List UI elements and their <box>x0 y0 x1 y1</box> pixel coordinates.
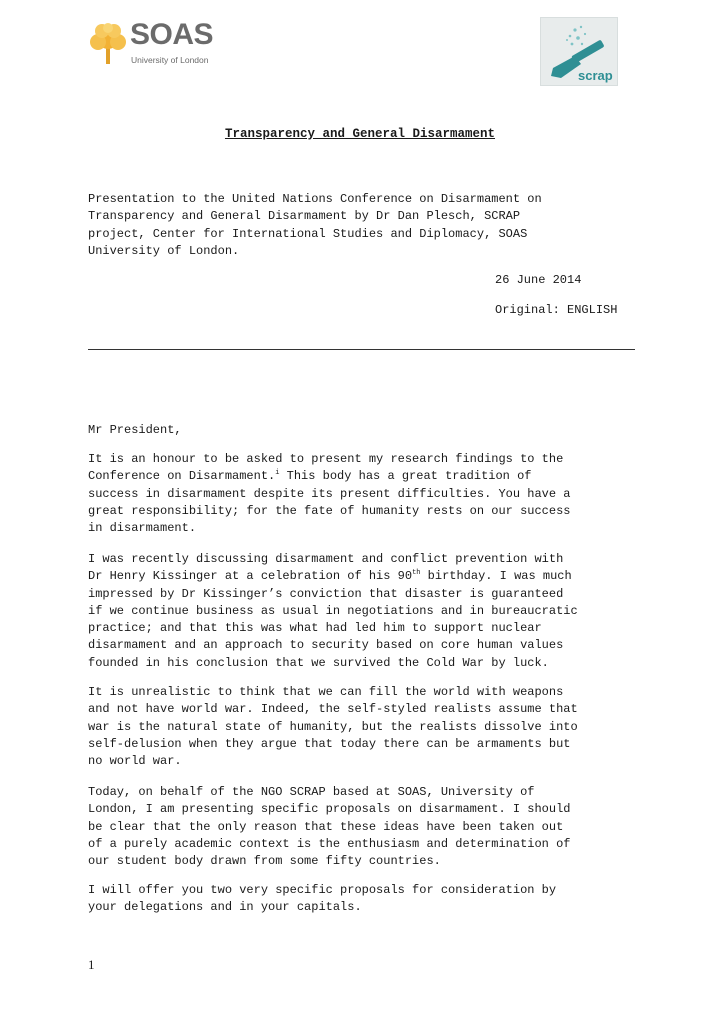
intro-paragraph: Presentation to the United Nations Conference on Disarmament on Transparency and General Disarmament by Dr Dan Plesch, SCRAP project, Center for International Studies and Diplomacy, SOAS University of London. <box>88 192 542 258</box>
paragraph-1-text-a: It is an honour to be asked to present my research findings to the Conference on Disarmament. <box>88 452 564 484</box>
soas-logo <box>88 18 228 68</box>
paragraph-4: Today, on behalf of the NGO SCRAP based at SOAS, University of London, I am presenting specific proposals on disarmament. I should be clear that the only reason that these ideas have been taken out of a purely academic context is the enthusiasm and determination of our student body drawn from some fifty countries. <box>88 785 571 869</box>
paragraph-3: It is unrealistic to think that we can fill the world with weapons and not have world war. Indeed, the self-styled realists assume that war is the natural state of humanity, but the realists dissolve into self-delusion when they argue that today there can be armaments but no world war. <box>88 685 578 769</box>
paragraph-2 <box>88 551 648 672</box>
tree-icon <box>88 22 128 66</box>
document-title: Transparency and General Disarmament <box>224 127 496 141</box>
scrap-logo <box>540 17 618 86</box>
document-date: 26 June 2014 <box>495 273 582 287</box>
original-language: Original: ENGLISH <box>495 303 618 317</box>
soas-subtitle: University of London <box>131 55 209 65</box>
paragraph-1 <box>88 451 648 537</box>
soas-wordmark: SOAS <box>130 18 214 51</box>
ordinal-suffix: th <box>412 569 421 578</box>
footnote-marker[interactable]: i <box>275 469 280 478</box>
paragraph-5: I will offer you two very specific proposals for consideration by your delegations and in your capitals. <box>88 883 557 915</box>
salutation: Mr President, <box>88 423 182 437</box>
paragraph-1-text-b: This body has a great tradition of success in disarmament despite its present difficulties. You have a great responsibility; for the fate of humanity rests on our success in disarmament. <box>88 469 571 536</box>
scrap-wordmark: scrap <box>578 68 613 83</box>
paragraph-2-text-b: birthday. I was much impressed by Dr Kissinger’s conviction that disaster is guaranteed if we continue business as usual in negotiations and in bureaucratic practice; and that this was what had led him to support nuclear disarmament and an approach to security based on core human values founded in his conclusion that we survived the Cold War by luck. <box>88 569 578 670</box>
page-number: 1 <box>88 957 95 972</box>
paragraph-2-text-a: I was recently discussing disarmament and conflict prevention with Dr Henry Kissinger at a celebration of his 90 <box>88 552 564 584</box>
horizontal-divider <box>88 349 635 350</box>
